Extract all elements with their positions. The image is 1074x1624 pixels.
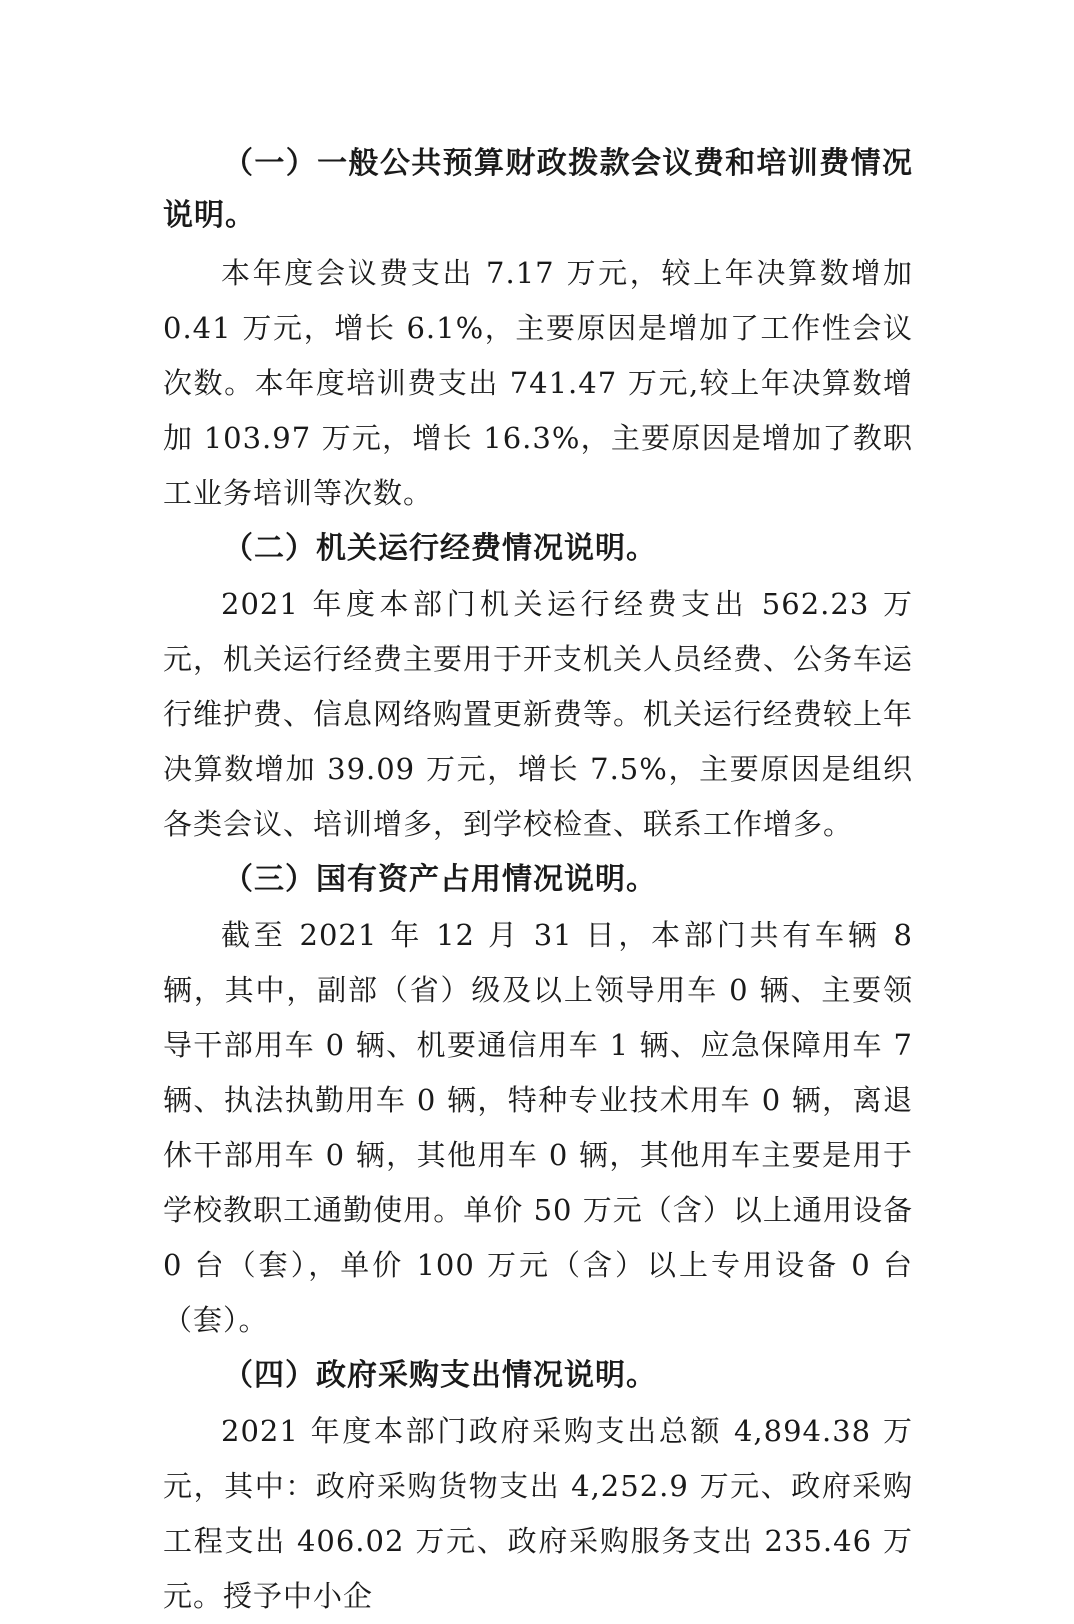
section-heading-operating-expenses: （二）机关运行经费情况说明。 (223, 531, 657, 566)
document-body (163, 138, 913, 1624)
section-heading-government-procurement: （四）政府采购支出情况说明。 (223, 1358, 657, 1393)
section-heading-state-assets: （三）国有资产占用情况说明。 (223, 862, 657, 897)
section-paragraph-state-assets: 截至 2021 年 12 月 31 日，本部门共有车辆 8 辆，其中，副部（省）级及以上领导用车 0 辆、主要领导干部用车 0 辆、机要通信用车 1 辆、应急保障用车 7 辆、执法执勤用车 0 辆，特种专业技术用车 0 辆，离退休干部用车 0 辆，其他用车 0 辆，其他用车主要是用于学校教职工通勤使用。单价 50 万元（含）以上通用设备 0 台（套），单价 100 万元（含）以上专用设备 0 台（套）。 (163, 918, 913, 1337)
section-heading-meeting-training: （一）一般公共预算财政拨款会议费和培训费情况说明。 (163, 146, 913, 233)
section-paragraph-operating-expenses: 2021 年度本部门机关运行经费支出 562.23 万元，机关运行经费主要用于开支机关人员经费、公务车运行维护费、信息网络购置更新费等。机关运行经费较上年决算数增加 39.09 万元，增长 7.5%，主要原因是组织各类会议、培训增多，到学校检查、联系工作增多。 (163, 587, 914, 841)
section-paragraph-meeting-training: 本年度会议费支出 7.17 万元，较上年决算数增加 0.41 万元，增长 6.1%，主要原因是增加了工作性会议次数。本年度培训费支出 741.47 万元,较上年决算数增加 103.97 万元，增长 16.3%，主要原因是增加了教职工业务培训等次数。 (163, 256, 913, 510)
section-paragraph-government-procurement: 2021 年度本部门政府采购支出总额 4,894.38 万元，其中：政府采购货物支出 4,252.9 万元、政府采购工程支出 406.02 万元、政府采购服务支出 235.46 万元。授予中小企 (163, 1414, 913, 1613)
